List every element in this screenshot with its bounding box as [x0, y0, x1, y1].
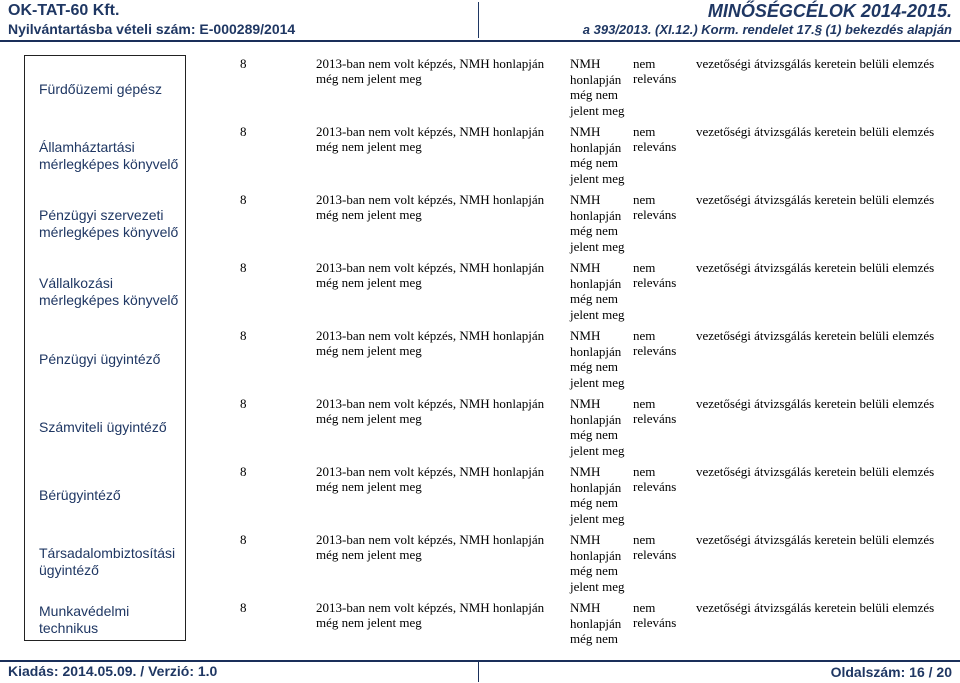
- row-number: 8: [240, 464, 247, 479]
- row-number: 8: [240, 124, 247, 139]
- status-text: 2013-ban nem volt képzés, NMH honlapján még nem jelent meg: [316, 328, 545, 358]
- status-text: 2013-ban nem volt képzés, NMH honlapján még nem jelent meg: [316, 124, 545, 154]
- nmh-status: NMH honlapján még nem jelent meg: [570, 260, 625, 322]
- evaluation-method: vezetőségi átvizsgálás keretein belüli elemzés: [696, 260, 935, 275]
- evaluation-method: vezetőségi átvizsgálás keretein belüli elemzés: [696, 532, 935, 547]
- nmh-status: NMH honlapján még nem jelent meg: [570, 192, 625, 254]
- row-number: 8: [240, 532, 247, 547]
- profession-item: Államháztartási mérlegképes könyvelő: [39, 139, 179, 172]
- nmh-status: NMH honlapján még nem jelent meg: [570, 396, 625, 458]
- relevance: nem releváns: [633, 328, 677, 358]
- evaluation-method: vezetőségi átvizsgálás keretein belüli elemzés: [696, 124, 935, 139]
- profession-item: Munkavédelmi technikus: [39, 603, 130, 636]
- nmh-status: NMH honlapján még nem jelent meg: [570, 56, 625, 118]
- relevance: nem releváns: [633, 464, 677, 494]
- page-header: [0, 0, 960, 42]
- profession-column: [24, 55, 186, 641]
- relevance: nem releváns: [633, 124, 677, 154]
- evaluation-method: vezetőségi átvizsgálás keretein belüli elemzés: [696, 464, 935, 479]
- status-text: 2013-ban nem volt képzés, NMH honlapján még nem jelent meg: [316, 56, 545, 86]
- relevance: nem releváns: [633, 56, 677, 86]
- relevance: nem releváns: [633, 260, 677, 290]
- profession-item: Fürdőüzemi gépész: [39, 81, 162, 97]
- evaluation-method: vezetőségi átvizsgálás keretein belüli elemzés: [696, 396, 935, 411]
- relevance: nem releváns: [633, 600, 677, 630]
- profession-item: Pénzügyi ügyintéző: [39, 351, 161, 367]
- footer-vertical-divider: [478, 662, 479, 682]
- nmh-status: NMH honlapján még nem jelent meg: [570, 532, 625, 594]
- relevance: nem releváns: [633, 532, 677, 562]
- registration-number: Nyilvántartásba vételi szám: E-000289/2014: [8, 21, 296, 37]
- footer-divider: [0, 660, 960, 662]
- profession-item: Számviteli ügyintéző: [39, 419, 167, 435]
- status-text: 2013-ban nem volt képzés, NMH honlapján még nem jelent meg: [316, 600, 545, 630]
- nmh-status: NMH honlapján még nem jelent meg: [570, 328, 625, 390]
- nmh-status: NMH honlapján még nem jelent meg: [570, 464, 625, 526]
- row-number: 8: [240, 260, 247, 275]
- status-text: 2013-ban nem volt képzés, NMH honlapján még nem jelent meg: [316, 396, 545, 426]
- row-number: 8: [240, 56, 247, 71]
- status-text: 2013-ban nem volt képzés, NMH honlapján még nem jelent meg: [316, 532, 545, 562]
- legal-reference: a 393/2013. (XI.12.) Korm. rendelet 17.§ (1) bekezdés alapján: [582, 22, 952, 37]
- relevance: nem releváns: [633, 192, 677, 222]
- page-number: Oldalszám: 16 / 20: [830, 664, 952, 680]
- nmh-status: NMH honlapján még nem: [570, 600, 622, 646]
- nmh-status: NMH honlapján még nem jelent meg: [570, 124, 625, 186]
- evaluation-method: vezetőségi átvizsgálás keretein belüli elemzés: [696, 56, 935, 71]
- profession-item: Bérügyintéző: [39, 487, 121, 503]
- profession-item: Pénzügyi szervezeti mérlegképes könyvelő: [39, 207, 179, 240]
- row-number: 8: [240, 600, 247, 615]
- status-text: 2013-ban nem volt képzés, NMH honlapján még nem jelent meg: [316, 192, 545, 222]
- document-title: MINŐSÉGCÉLOK 2014-2015.: [707, 1, 952, 21]
- header-divider: [478, 2, 479, 38]
- evaluation-method: vezetőségi átvizsgálás keretein belüli elemzés: [696, 192, 935, 207]
- release-info: Kiadás: 2014.05.09. / Verzió: 1.0: [8, 663, 218, 679]
- profession-item: Vállalkozási mérlegképes könyvelő: [39, 275, 179, 308]
- row-number: 8: [240, 192, 247, 207]
- evaluation-method: vezetőségi átvizsgálás keretein belüli elemzés: [696, 328, 935, 343]
- status-text: 2013-ban nem volt képzés, NMH honlapján még nem jelent meg: [316, 260, 545, 290]
- status-text: 2013-ban nem volt képzés, NMH honlapján még nem jelent meg: [316, 464, 545, 494]
- relevance: nem releváns: [633, 396, 677, 426]
- profession-item: Társadalombiztosítási ügyintéző: [39, 545, 176, 578]
- row-number: 8: [240, 328, 247, 343]
- company-name: OK-TAT-60 Kft.: [8, 2, 120, 19]
- row-number: 8: [240, 396, 247, 411]
- evaluation-method: vezetőségi átvizsgálás keretein belüli elemzés: [696, 600, 935, 615]
